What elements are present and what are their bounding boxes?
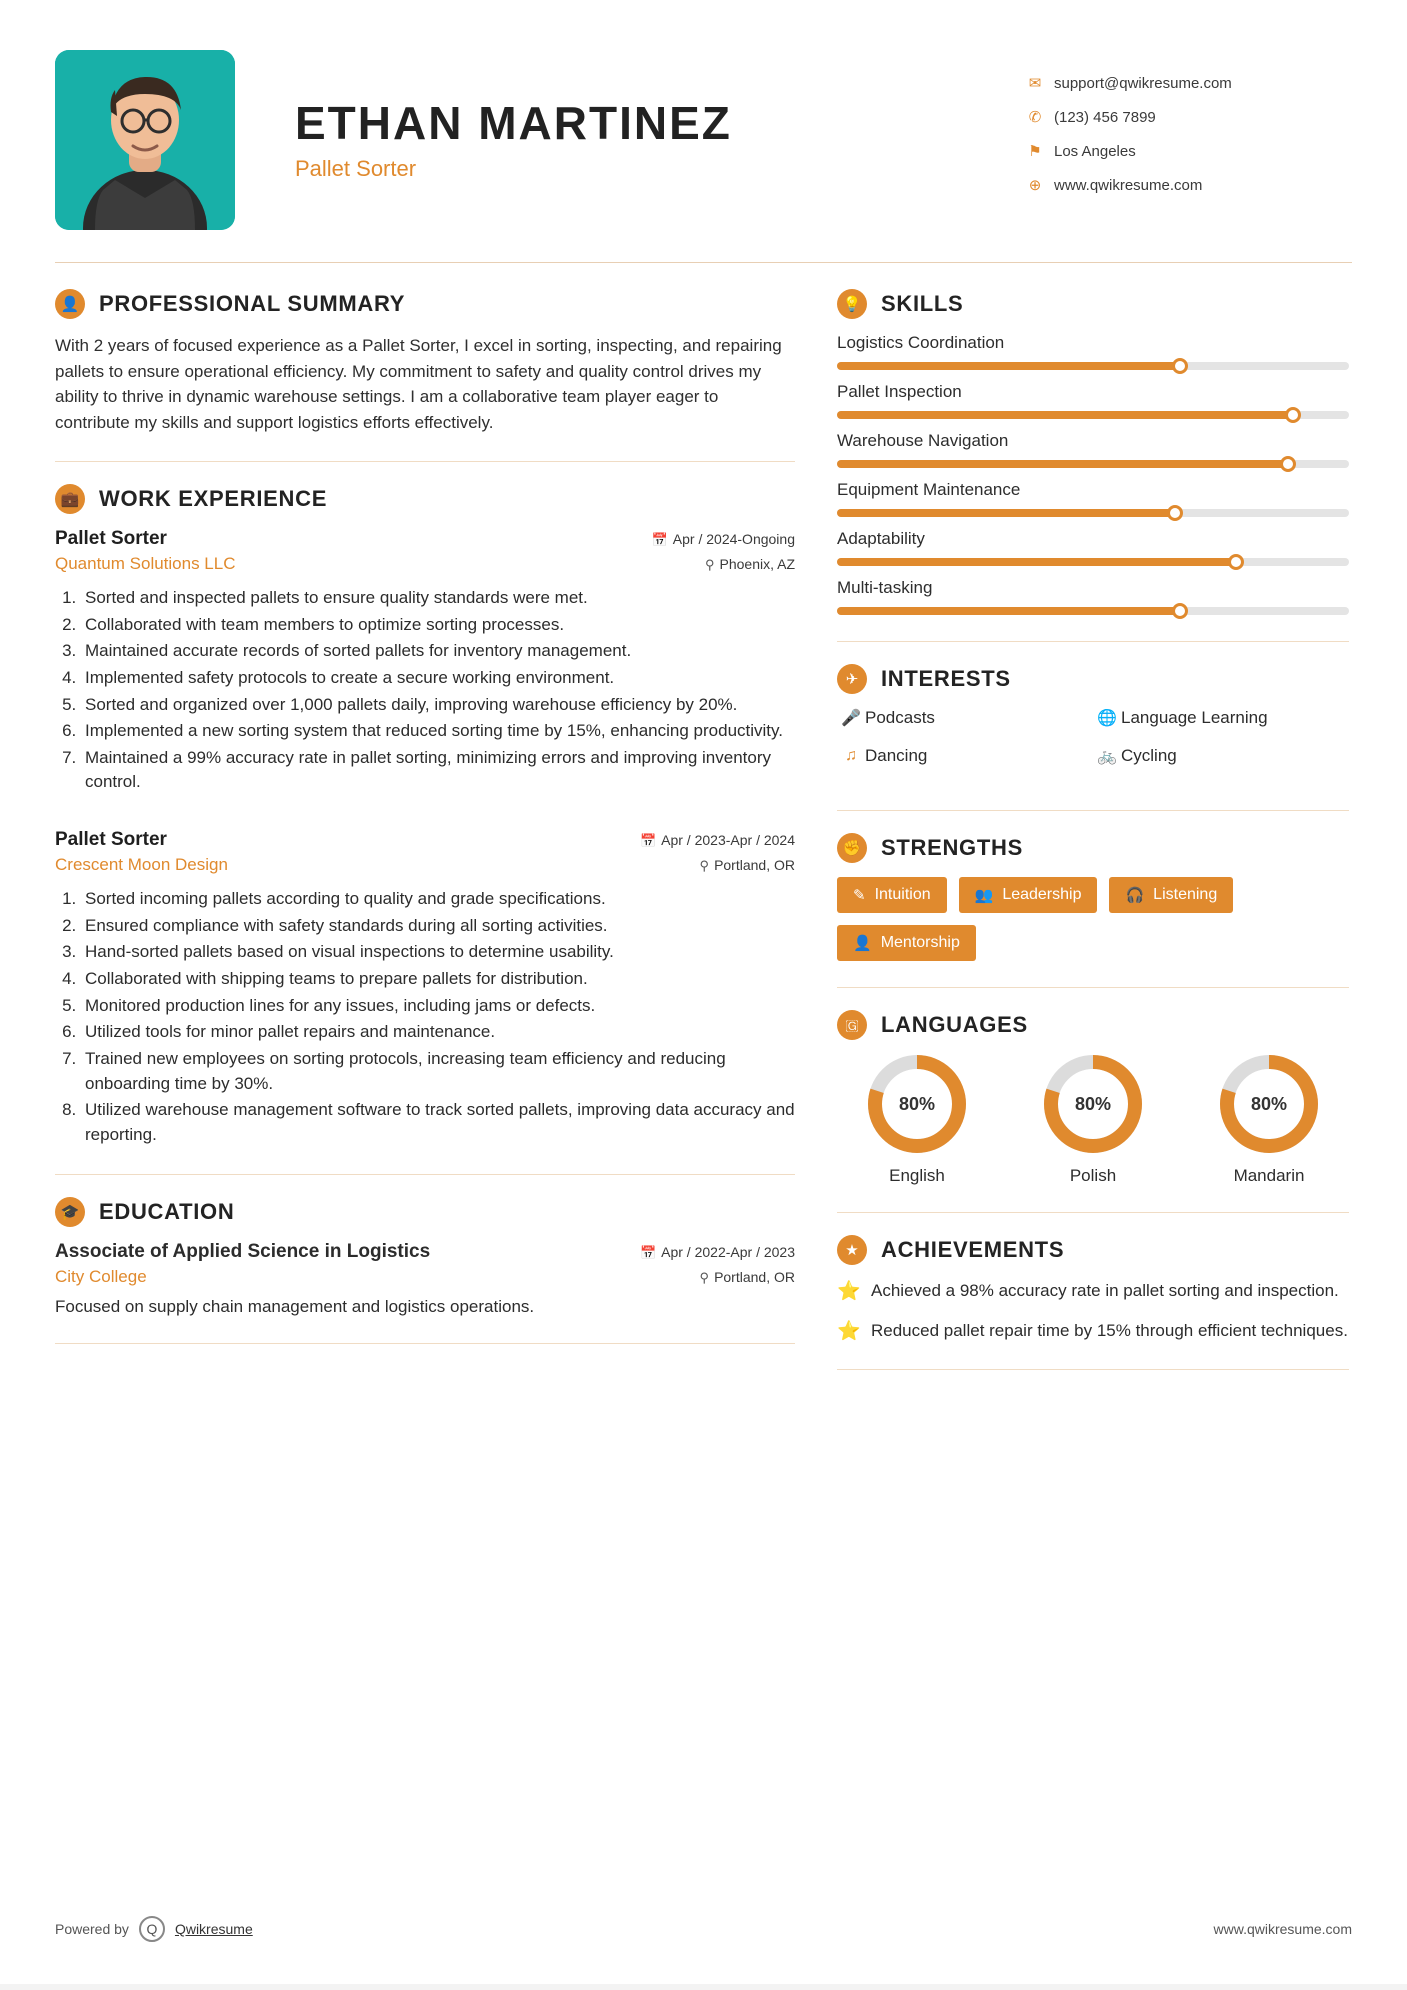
education-title: EDUCATION xyxy=(99,1198,235,1224)
language-item xyxy=(837,1054,997,1186)
job-date xyxy=(640,832,795,849)
powered-by-label: Powered by xyxy=(55,1921,129,1937)
right-column xyxy=(837,289,1349,1392)
language-percent: 80% xyxy=(1074,1093,1112,1114)
section-header-languages xyxy=(837,1010,1349,1040)
achievement-text: Reduced pallet repair time by 15% through efficient techniques. xyxy=(871,1321,1348,1340)
list-item: 7. Trained new employees on sorting protocols, increasing team efficiency and reducing onboarding time by 30%. xyxy=(81,1047,795,1096)
achievements-list xyxy=(837,1279,1349,1343)
footer-strip xyxy=(0,1984,1407,1990)
header-divider xyxy=(55,262,1352,263)
summary-title: PROFESSIONAL SUMMARY xyxy=(99,291,406,316)
job-bullets xyxy=(81,887,795,1147)
location-pin-icon: ⚑ xyxy=(1028,143,1042,160)
section-header-skills xyxy=(837,289,1349,319)
job-location xyxy=(700,857,795,874)
job-company: Quantum Solutions LLC xyxy=(55,554,236,573)
star-badge-icon: ⭐ xyxy=(837,1281,861,1302)
job-title: Pallet Sorter xyxy=(55,829,167,851)
send-icon: ✈ xyxy=(837,664,867,694)
interest-item xyxy=(1093,708,1349,728)
interest-label: Cycling xyxy=(1121,746,1177,765)
location-pin-icon: ⚲ xyxy=(699,858,710,874)
resume-header xyxy=(55,40,1352,260)
avatar xyxy=(55,50,235,230)
language-label: English xyxy=(889,1166,945,1185)
education-date-text: Apr / 2022-Apr / 2023 xyxy=(661,1243,795,1260)
language-percent: 80% xyxy=(898,1093,936,1114)
section-header-experience xyxy=(55,484,795,514)
music-note-icon: ♫ xyxy=(845,747,857,764)
language-item xyxy=(1189,1054,1349,1186)
list-item: 5. Monitored production lines for any issues, including jams or defects. xyxy=(81,994,795,1019)
skill-label: Logistics Coordination xyxy=(837,333,1005,352)
job-bullets xyxy=(81,586,795,795)
fist-icon: ✊ xyxy=(837,833,867,863)
user-plus-icon: 👤 xyxy=(853,935,872,952)
contact-website[interactable] xyxy=(1022,176,1352,194)
translate-icon: 🇬 xyxy=(837,1010,867,1040)
divider xyxy=(55,1343,795,1344)
location-pin-icon: ⚲ xyxy=(699,1269,710,1285)
strength-chip xyxy=(959,877,1098,913)
skill-label: Adaptability xyxy=(837,529,925,548)
language-label: Mandarin xyxy=(1233,1166,1305,1185)
contact-email xyxy=(1022,74,1352,92)
language-donut xyxy=(867,1054,967,1154)
strength-chip xyxy=(837,877,947,913)
education-location-text: Portland, OR xyxy=(714,1268,795,1285)
contact-website-text: www.qwikresume.com xyxy=(1054,176,1203,194)
list-item: 8. Utilized warehouse management software to track sorted pallets, improving data accuracy and reporting. xyxy=(81,1098,795,1147)
list-item: 1. Sorted incoming pallets according to quality and grade specifications. xyxy=(81,887,795,912)
section-header-summary xyxy=(55,289,795,319)
list-item: 2. Collaborated with team members to optimize sorting processes. xyxy=(81,613,795,638)
footer-site-url[interactable]: www.qwikresume.com xyxy=(1213,1921,1352,1937)
strengths-title: STRENGTHS xyxy=(881,835,1023,860)
strength-label: Mentorship xyxy=(880,934,960,951)
lightbulb-icon: 💡 xyxy=(837,289,867,319)
skill-item xyxy=(837,382,1349,419)
skill-bar xyxy=(837,460,1349,468)
skills-list xyxy=(837,333,1349,615)
location-pin-icon: ⚲ xyxy=(704,557,715,572)
list-item: 7. Maintained a 99% accuracy rate in pallet sorting, minimizing errors and improving inventory control. xyxy=(81,746,795,795)
language-item xyxy=(1013,1054,1173,1186)
section-header-interests xyxy=(837,664,1349,694)
education-location xyxy=(700,1269,795,1286)
skills-title: SKILLS xyxy=(881,291,964,316)
education-date xyxy=(640,1244,795,1261)
candidate-role: Pallet Sorter xyxy=(295,156,417,182)
list-item: 3. Hand-sorted pallets based on visual inspections to determine usability. xyxy=(81,940,795,965)
qwikresume-logo-icon: Q xyxy=(139,1916,165,1942)
phone-icon: ✆ xyxy=(1028,109,1042,126)
name-block xyxy=(295,98,1022,183)
envelope-icon: ✉ xyxy=(1028,75,1042,92)
achievement-text: Achieved a 98% accuracy rate in pallet sorting and inspection. xyxy=(871,1281,1339,1300)
strengths-list xyxy=(837,877,1349,961)
globe-icon: ⊕ xyxy=(1028,177,1042,194)
job-company: Crescent Moon Design xyxy=(55,855,228,875)
experience-item xyxy=(55,829,795,1147)
language-label: Polish xyxy=(1069,1166,1117,1185)
list-item: 3. Maintained accurate records of sorted pallets for inventory management. xyxy=(81,639,795,664)
list-item: 2. Ensured compliance with safety standards during all sorting activities. xyxy=(81,914,795,939)
achievements-title: ACHIEVEMENTS xyxy=(881,1237,1065,1262)
award-star-icon: ★ xyxy=(837,1235,867,1265)
briefcase-icon: 💼 xyxy=(55,484,85,514)
interest-label: Language Learning xyxy=(1121,708,1268,727)
job-date-text: Apr / 2024-Ongoing xyxy=(672,531,795,547)
strength-label: Intuition xyxy=(874,886,931,903)
section-header-achievements xyxy=(837,1235,1349,1265)
job-date-text: Apr / 2023-Apr / 2024 xyxy=(661,832,795,849)
interest-item xyxy=(1093,746,1349,766)
job-title: Pallet Sorter xyxy=(55,528,167,549)
calendar-icon: 📅 xyxy=(651,532,668,547)
contact-email-text: support@qwikresume.com xyxy=(1054,74,1232,92)
graduation-cap-icon: 🎓 xyxy=(55,1197,85,1227)
interest-label: Dancing xyxy=(865,746,928,765)
left-column xyxy=(55,289,795,1392)
job-location xyxy=(705,556,795,573)
languages-title: LANGUAGES xyxy=(881,1012,1028,1037)
divider xyxy=(837,987,1349,988)
calendar-icon: 📅 xyxy=(639,833,657,849)
section-header-strengths xyxy=(837,833,1349,863)
achievement-item xyxy=(837,1279,1349,1303)
strength-chip xyxy=(1109,877,1233,913)
list-item: 1. Sorted and inspected pallets to ensure quality standards were met. xyxy=(81,586,795,611)
microphone-icon: 🎤 xyxy=(841,710,861,727)
skill-label: Multi-tasking xyxy=(837,578,933,597)
skill-bar xyxy=(837,362,1349,370)
contact-location xyxy=(1022,142,1352,160)
divider xyxy=(837,1212,1349,1213)
interest-label: Podcasts xyxy=(865,708,935,727)
skill-item xyxy=(837,333,1349,370)
skill-item xyxy=(837,480,1349,517)
skill-label: Warehouse Navigation xyxy=(837,431,1009,450)
strength-chip xyxy=(837,925,976,961)
education-degree: Associate of Applied Science in Logistics xyxy=(55,1240,431,1262)
language-percent: 80% xyxy=(1250,1093,1288,1114)
divider xyxy=(55,461,795,462)
qwikresume-brand-link[interactable]: Qwikresume xyxy=(174,1921,253,1937)
job-location-text: Portland, OR xyxy=(714,857,795,874)
education-school: City College xyxy=(55,1266,147,1286)
education-item xyxy=(55,1241,795,1317)
languages-list xyxy=(837,1054,1349,1186)
star-badge-icon: ⭐ xyxy=(837,1321,861,1342)
language-donut xyxy=(1219,1054,1319,1154)
calendar-icon: 📅 xyxy=(639,1244,657,1260)
skill-item xyxy=(837,431,1349,468)
skill-bar xyxy=(837,509,1349,517)
divider xyxy=(837,1369,1349,1370)
list-item: 4. Collaborated with shipping teams to prepare pallets for distribution. xyxy=(81,967,795,992)
experience-item xyxy=(55,528,795,795)
interest-item xyxy=(837,708,1093,728)
contact-location-text: Los Angeles xyxy=(1054,142,1136,160)
list-item: 6. Implemented a new sorting system that reduced sorting time by 15%, enhancing productivity. xyxy=(81,719,795,744)
strength-label: Listening xyxy=(1153,886,1218,903)
interests-title: INTERESTS xyxy=(881,666,1011,691)
interests-list xyxy=(837,708,1349,784)
divider xyxy=(837,641,1349,642)
pen-icon: ✎ xyxy=(853,887,866,904)
users-icon: 👥 xyxy=(974,887,994,904)
summary-text: With 2 years of focused experience as a Pallet Sorter, I excel in sorting, inspecting, and repairing pallets to ensure operational efficiency. My commitment to safety and quality control drives my ability to thrive in dynamic warehouse settings. I am a collaborative team player eager to contribute my skills and support logistics efforts effectively. xyxy=(55,336,782,432)
headphones-icon: 🎧 xyxy=(1125,887,1145,904)
language-donut xyxy=(1043,1054,1143,1154)
strength-label: Leadership xyxy=(1002,886,1082,903)
interest-item xyxy=(837,746,1093,766)
skill-bar xyxy=(837,411,1349,419)
skill-item xyxy=(837,529,1349,566)
education-description: Focused on supply chain management and logistics operations. xyxy=(55,1296,535,1316)
user-circle-icon: 👤 xyxy=(55,289,85,319)
job-location-text: Phoenix, AZ xyxy=(719,556,795,572)
achievement-item xyxy=(837,1319,1349,1343)
contact-phone xyxy=(1022,108,1352,126)
skill-bar xyxy=(837,558,1349,566)
skill-label: Equipment Maintenance xyxy=(837,480,1021,499)
experience-title: WORK EXPERIENCE xyxy=(99,486,328,511)
page-footer xyxy=(55,1916,1352,1942)
contact-list xyxy=(1022,70,1352,210)
globe-icon: 🌐 xyxy=(1097,710,1117,727)
skill-item xyxy=(837,578,1349,615)
candidate-name: ETHAN MARTINEZ xyxy=(295,96,732,149)
list-item: 4. Implemented safety protocols to create a secure working environment. xyxy=(81,666,795,691)
job-date xyxy=(652,531,795,548)
list-item: 6. Utilized tools for minor pallet repairs and maintenance. xyxy=(81,1020,795,1045)
section-header-education xyxy=(55,1197,795,1227)
skill-bar xyxy=(837,607,1349,615)
list-item: 5. Sorted and organized over 1,000 pallets daily, improving warehouse efficiency by 20%. xyxy=(81,693,795,718)
contact-phone-text: (123) 456 7899 xyxy=(1054,108,1156,126)
skill-label: Pallet Inspection xyxy=(837,382,962,401)
divider xyxy=(55,1174,795,1175)
divider xyxy=(837,810,1349,811)
bicycle-icon: 🚲 xyxy=(1097,748,1117,765)
